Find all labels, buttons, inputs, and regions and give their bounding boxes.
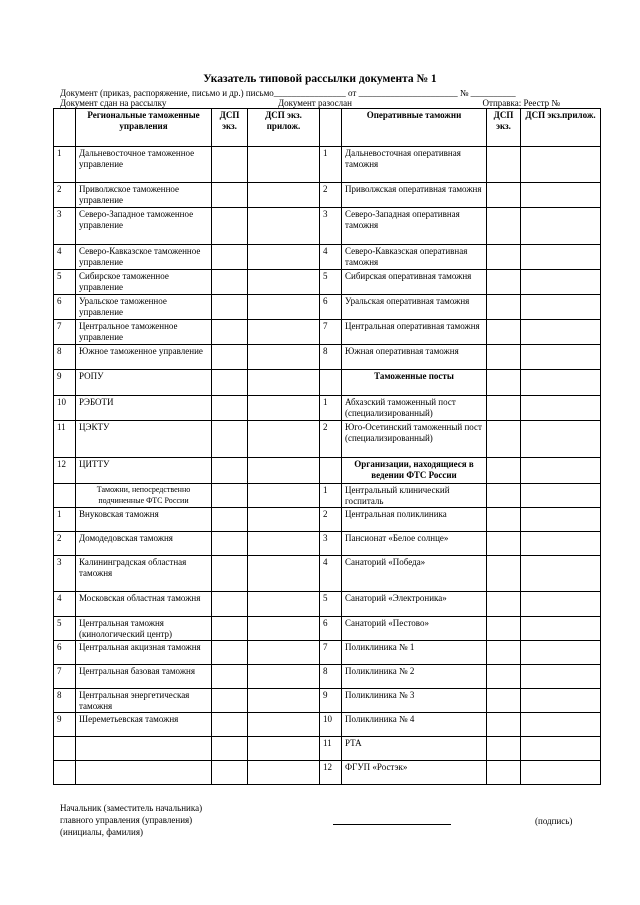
left-recipient: Дальневосточное таможенное управление bbox=[76, 147, 212, 183]
right-dsp-copies bbox=[487, 245, 521, 270]
left-number: 8 bbox=[54, 345, 76, 370]
header-operative: Оперативные таможни bbox=[342, 109, 487, 147]
header-num-right bbox=[320, 109, 342, 147]
table-row bbox=[54, 592, 601, 617]
left-recipient: Приволжское таможенное управление bbox=[76, 183, 212, 208]
footer-line-3: (инициалы, фамилия) bbox=[60, 827, 143, 837]
table-row bbox=[54, 484, 601, 508]
right-number: 3 bbox=[320, 208, 342, 245]
right-recipient: Юго-Осетинский таможенный пост (специализированный) bbox=[342, 421, 487, 458]
right-number: 1 bbox=[320, 396, 342, 421]
document-title: Указатель типовой рассылки документа № 1 bbox=[203, 73, 437, 85]
right-dsp-copies bbox=[487, 761, 521, 785]
right-number: 8 bbox=[320, 665, 342, 689]
left-recipient: РОПУ bbox=[76, 370, 212, 396]
left-dsp-attach bbox=[248, 396, 320, 421]
left-number: 4 bbox=[54, 245, 76, 270]
right-dsp-attach bbox=[521, 484, 601, 508]
right-recipient: Дальневосточная оперативная таможня bbox=[342, 147, 487, 183]
left-dsp-copies bbox=[212, 617, 248, 641]
right-number: 12 bbox=[320, 761, 342, 785]
right-dsp-copies bbox=[487, 508, 521, 532]
table-row bbox=[54, 320, 601, 345]
left-number: 6 bbox=[54, 295, 76, 320]
left-dsp-copies bbox=[212, 761, 248, 785]
left-number: 9 bbox=[54, 370, 76, 396]
right-dsp-attach bbox=[521, 532, 601, 556]
sent-label: Документ разослан bbox=[278, 98, 352, 108]
right-recipient: ФГУП «Ростэк» bbox=[342, 761, 487, 785]
right-dsp-attach bbox=[521, 713, 601, 737]
left-recipient: Таможни, непосредственно подчиненные ФТС России bbox=[76, 484, 212, 508]
right-number: 5 bbox=[320, 270, 342, 295]
right-recipient: Абхазский таможенный пост (специализированный) bbox=[342, 396, 487, 421]
right-dsp-attach bbox=[521, 245, 601, 270]
right-dsp-attach bbox=[521, 761, 601, 785]
left-dsp-attach bbox=[248, 484, 320, 508]
left-dsp-copies bbox=[212, 421, 248, 458]
table-row bbox=[54, 270, 601, 295]
table-row bbox=[54, 556, 601, 592]
left-dsp-attach bbox=[248, 689, 320, 713]
right-dsp-attach bbox=[521, 617, 601, 641]
right-recipient: Организации, находящиеся в ведении ФТС России bbox=[342, 458, 487, 484]
right-number: 8 bbox=[320, 345, 342, 370]
left-dsp-attach bbox=[248, 532, 320, 556]
right-dsp-attach bbox=[521, 665, 601, 689]
left-recipient: Центральная таможня (кинологический центр) bbox=[76, 617, 212, 641]
left-recipient: Северо-Кавказское таможенное управление bbox=[76, 245, 212, 270]
left-dsp-copies bbox=[212, 737, 248, 761]
left-dsp-copies bbox=[212, 345, 248, 370]
left-dsp-attach bbox=[248, 556, 320, 592]
left-recipient: Сибирское таможенное управление bbox=[76, 270, 212, 295]
right-recipient: Таможенные посты bbox=[342, 370, 487, 396]
right-dsp-copies bbox=[487, 689, 521, 713]
right-recipient: Пансионат «Белое солнце» bbox=[342, 532, 487, 556]
left-dsp-attach bbox=[248, 183, 320, 208]
left-dsp-attach bbox=[248, 270, 320, 295]
left-number: 1 bbox=[54, 508, 76, 532]
left-dsp-copies bbox=[212, 147, 248, 183]
right-number: 3 bbox=[320, 532, 342, 556]
right-recipient: Приволжская оперативная таможня bbox=[342, 183, 487, 208]
right-dsp-copies bbox=[487, 320, 521, 345]
left-dsp-copies bbox=[212, 245, 248, 270]
table-row bbox=[54, 665, 601, 689]
distribution-table bbox=[53, 108, 601, 785]
right-dsp-copies bbox=[487, 295, 521, 320]
left-dsp-attach bbox=[248, 421, 320, 458]
header-dsp-copies: ДСП экз. bbox=[212, 109, 248, 147]
left-dsp-attach bbox=[248, 245, 320, 270]
right-dsp-attach bbox=[521, 641, 601, 665]
right-dsp-attach bbox=[521, 295, 601, 320]
left-number: 5 bbox=[54, 617, 76, 641]
right-dsp-attach bbox=[521, 147, 601, 183]
left-dsp-copies bbox=[212, 270, 248, 295]
right-dsp-copies bbox=[487, 208, 521, 245]
right-number: 10 bbox=[320, 713, 342, 737]
signature-label: (подпись) bbox=[535, 816, 573, 826]
right-number: 2 bbox=[320, 183, 342, 208]
right-dsp-attach bbox=[521, 689, 601, 713]
table-row bbox=[54, 713, 601, 737]
left-dsp-attach bbox=[248, 345, 320, 370]
table-row bbox=[54, 617, 601, 641]
left-dsp-copies bbox=[212, 665, 248, 689]
right-dsp-attach bbox=[521, 320, 601, 345]
right-number: 11 bbox=[320, 737, 342, 761]
left-dsp-copies bbox=[212, 208, 248, 245]
left-dsp-attach bbox=[248, 508, 320, 532]
left-dsp-copies bbox=[212, 713, 248, 737]
header-num-left bbox=[54, 109, 76, 147]
left-dsp-copies bbox=[212, 689, 248, 713]
right-number: 4 bbox=[320, 556, 342, 592]
left-dsp-attach bbox=[248, 458, 320, 484]
document-meta-line-2 bbox=[60, 98, 588, 108]
right-recipient: РТА bbox=[342, 737, 487, 761]
right-dsp-copies bbox=[487, 484, 521, 508]
left-dsp-attach bbox=[248, 208, 320, 245]
right-dsp-attach bbox=[521, 183, 601, 208]
left-number: 4 bbox=[54, 592, 76, 617]
left-dsp-copies bbox=[212, 532, 248, 556]
right-recipient: Центральная оперативная таможня bbox=[342, 320, 487, 345]
left-recipient: ЦИТТУ bbox=[76, 458, 212, 484]
left-number: 2 bbox=[54, 532, 76, 556]
right-dsp-copies bbox=[487, 556, 521, 592]
right-dsp-attach bbox=[521, 270, 601, 295]
right-recipient: Уральская оперативная таможня bbox=[342, 295, 487, 320]
right-number bbox=[320, 458, 342, 484]
right-number: 2 bbox=[320, 421, 342, 458]
left-dsp-copies bbox=[212, 641, 248, 665]
left-number bbox=[54, 484, 76, 508]
right-recipient: Поликлиника № 3 bbox=[342, 689, 487, 713]
left-recipient: Центральное таможенное управление bbox=[76, 320, 212, 345]
right-recipient: Санаторий «Пестово» bbox=[342, 617, 487, 641]
left-recipient: Московская областная таможня bbox=[76, 592, 212, 617]
right-number: 6 bbox=[320, 295, 342, 320]
left-dsp-attach bbox=[248, 320, 320, 345]
right-number: 1 bbox=[320, 484, 342, 508]
right-dsp-attach bbox=[521, 396, 601, 421]
right-number: 7 bbox=[320, 320, 342, 345]
right-number: 4 bbox=[320, 245, 342, 270]
left-recipient: Шереметьевская таможня bbox=[76, 713, 212, 737]
right-dsp-copies bbox=[487, 396, 521, 421]
left-number bbox=[54, 737, 76, 761]
table-row bbox=[54, 396, 601, 421]
left-dsp-attach bbox=[248, 295, 320, 320]
right-recipient: Северо-Западная оперативная таможня bbox=[342, 208, 487, 245]
right-dsp-attach bbox=[521, 556, 601, 592]
right-dsp-copies bbox=[487, 713, 521, 737]
table-row bbox=[54, 532, 601, 556]
right-dsp-attach bbox=[521, 208, 601, 245]
table-row bbox=[54, 345, 601, 370]
left-recipient: Северо-Западное таможенное управление bbox=[76, 208, 212, 245]
right-dsp-attach bbox=[521, 370, 601, 396]
submitted-label: Документ сдан на рассылку bbox=[60, 98, 167, 108]
left-dsp-copies bbox=[212, 592, 248, 617]
right-dsp-attach bbox=[521, 345, 601, 370]
left-number: 7 bbox=[54, 665, 76, 689]
right-dsp-copies bbox=[487, 345, 521, 370]
right-recipient: Поликлиника № 2 bbox=[342, 665, 487, 689]
left-dsp-attach bbox=[248, 641, 320, 665]
left-dsp-copies bbox=[212, 295, 248, 320]
footer-line-2: главного управления (управления) bbox=[60, 815, 193, 825]
left-recipient: Калининградская областная таможня bbox=[76, 556, 212, 592]
left-number: 7 bbox=[54, 320, 76, 345]
table-row bbox=[54, 458, 601, 484]
left-number: 3 bbox=[54, 208, 76, 245]
left-dsp-copies bbox=[212, 484, 248, 508]
table-row bbox=[54, 183, 601, 208]
right-dsp-copies bbox=[487, 147, 521, 183]
right-dsp-copies bbox=[487, 737, 521, 761]
left-dsp-attach bbox=[248, 147, 320, 183]
table-row bbox=[54, 761, 601, 785]
right-recipient: Южная оперативная таможня bbox=[342, 345, 487, 370]
right-number: 2 bbox=[320, 508, 342, 532]
left-recipient bbox=[76, 737, 212, 761]
right-dsp-copies bbox=[487, 532, 521, 556]
left-number: 5 bbox=[54, 270, 76, 295]
right-recipient: Поликлиника № 1 bbox=[342, 641, 487, 665]
left-number: 1 bbox=[54, 147, 76, 183]
right-recipient: Северо-Кавказская оперативная таможня bbox=[342, 245, 487, 270]
right-dsp-copies bbox=[487, 458, 521, 484]
left-recipient: Центральная акцизная таможня bbox=[76, 641, 212, 665]
left-dsp-attach bbox=[248, 761, 320, 785]
left-number: 10 bbox=[54, 396, 76, 421]
right-dsp-attach bbox=[521, 737, 601, 761]
left-number bbox=[54, 761, 76, 785]
right-number: 1 bbox=[320, 147, 342, 183]
dispatch-label: Отправка: Реестр № bbox=[482, 98, 560, 108]
right-dsp-copies bbox=[487, 592, 521, 617]
left-recipient: ЦЭКТУ bbox=[76, 421, 212, 458]
right-number: 7 bbox=[320, 641, 342, 665]
left-dsp-copies bbox=[212, 183, 248, 208]
table-row bbox=[54, 295, 601, 320]
right-dsp-copies bbox=[487, 665, 521, 689]
right-dsp-copies bbox=[487, 617, 521, 641]
left-dsp-copies bbox=[212, 556, 248, 592]
left-recipient: Внуковская таможня bbox=[76, 508, 212, 532]
right-recipient: Санаторий «Победа» bbox=[342, 556, 487, 592]
right-recipient: Центральная поликлиника bbox=[342, 508, 487, 532]
right-recipient: Санаторий «Электроника» bbox=[342, 592, 487, 617]
left-number: 6 bbox=[54, 641, 76, 665]
right-dsp-attach bbox=[521, 421, 601, 458]
footer-line-1: Начальник (заместитель начальника) bbox=[60, 803, 203, 813]
table-row bbox=[54, 370, 601, 396]
header-dsp-attach: ДСП экз. прилож. bbox=[248, 109, 320, 147]
left-recipient: Уральское таможенное управление bbox=[76, 295, 212, 320]
left-recipient bbox=[76, 761, 212, 785]
left-recipient: Центральная базовая таможня bbox=[76, 665, 212, 689]
left-number: 3 bbox=[54, 556, 76, 592]
table-row bbox=[54, 689, 601, 713]
left-number: 11 bbox=[54, 421, 76, 458]
right-recipient: Сибирская оперативная таможня bbox=[342, 270, 487, 295]
table-row bbox=[54, 421, 601, 458]
left-dsp-attach bbox=[248, 665, 320, 689]
left-number: 8 bbox=[54, 689, 76, 713]
right-number: 5 bbox=[320, 592, 342, 617]
header-dsp-attach-right: ДСП экз.прилож. bbox=[521, 109, 601, 147]
table-row bbox=[54, 737, 601, 761]
right-dsp-copies bbox=[487, 641, 521, 665]
header-regional: Региональные таможенные управления bbox=[76, 109, 212, 147]
left-dsp-attach bbox=[248, 592, 320, 617]
left-number: 12 bbox=[54, 458, 76, 484]
left-recipient: Центральная энергетическая таможня bbox=[76, 689, 212, 713]
left-dsp-copies bbox=[212, 320, 248, 345]
right-number: 6 bbox=[320, 617, 342, 641]
left-dsp-attach bbox=[248, 713, 320, 737]
right-dsp-attach bbox=[521, 458, 601, 484]
right-recipient: Поликлиника № 4 bbox=[342, 713, 487, 737]
document-meta-line: Документ (приказ, распоряжение, письмо и др.) письмо________________ от ______________________ № __________ bbox=[60, 88, 516, 98]
right-number bbox=[320, 370, 342, 396]
left-dsp-copies bbox=[212, 508, 248, 532]
right-dsp-copies bbox=[487, 270, 521, 295]
left-dsp-attach bbox=[248, 737, 320, 761]
right-recipient: Центральный клинический госпиталь bbox=[342, 484, 487, 508]
right-dsp-copies bbox=[487, 421, 521, 458]
left-dsp-attach bbox=[248, 617, 320, 641]
right-dsp-attach bbox=[521, 508, 601, 532]
right-dsp-copies bbox=[487, 370, 521, 396]
table-row bbox=[54, 508, 601, 532]
right-number: 9 bbox=[320, 689, 342, 713]
left-recipient: Южное таможенное управление bbox=[76, 345, 212, 370]
right-dsp-copies bbox=[487, 183, 521, 208]
left-dsp-copies bbox=[212, 370, 248, 396]
left-dsp-copies bbox=[212, 396, 248, 421]
left-dsp-copies bbox=[212, 458, 248, 484]
table-row bbox=[54, 208, 601, 245]
table-row bbox=[54, 245, 601, 270]
left-dsp-attach bbox=[248, 370, 320, 396]
left-recipient: РЭБОТИ bbox=[76, 396, 212, 421]
header-dsp-copies-right: ДСП экз. bbox=[487, 109, 521, 147]
left-number: 2 bbox=[54, 183, 76, 208]
table-row bbox=[54, 641, 601, 665]
left-recipient: Домодедовская таможня bbox=[76, 532, 212, 556]
signature-line bbox=[333, 824, 451, 825]
table-row bbox=[54, 147, 601, 183]
left-number: 9 bbox=[54, 713, 76, 737]
right-dsp-attach bbox=[521, 592, 601, 617]
